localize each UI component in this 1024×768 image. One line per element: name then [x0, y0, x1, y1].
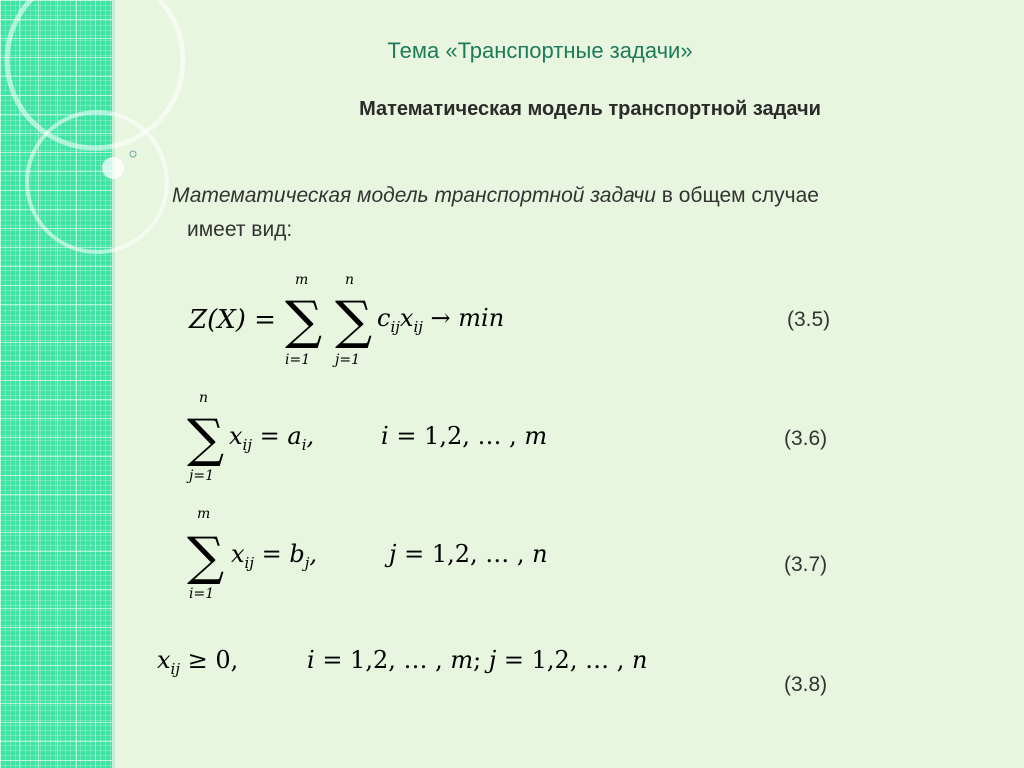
sum-upper-n: n [199, 390, 209, 406]
sum-upper-n: n [345, 272, 355, 288]
intro-rest: в общем случае [655, 184, 819, 207]
formula-objective [185, 268, 545, 373]
sum-symbol-i: ∑ [285, 291, 323, 351]
formula-objective-rhs: $c_{ij}x_{ij} \to \min$ [377, 304, 505, 336]
intro-emphasis: Математическая модель транспортной задачи [172, 184, 656, 207]
decorative-small-circle [130, 151, 136, 157]
formula-supply [185, 388, 548, 488]
sum-symbol-j: ∑ [335, 291, 373, 351]
formula-nonnegativity-expression: $x_{ij} \ge 0$, [157, 646, 239, 678]
equation-number: (3.5) [787, 308, 831, 331]
sum-lower-i: i=1 [189, 586, 215, 602]
formula-nonnegativity-range: i = 1,2, … , m; j = 1,2, … , n [307, 646, 648, 674]
formula-nonnegativity [155, 640, 648, 684]
sum-lower-j: j=1 [335, 352, 360, 368]
formula-demand-range: j = 1,2, … , n [389, 540, 548, 568]
formula-supply-range: i = 1,2, … , m [381, 422, 548, 450]
slide-topic-title: Тема «Транспортные задачи» [387, 38, 693, 63]
formula-supply-expression: $x_{ij} = a_i$, [229, 422, 315, 454]
equation-number: (3.8) [784, 673, 828, 696]
decorative-grid-sidebar [0, 0, 112, 768]
sum-upper-m: m [197, 506, 211, 522]
intro-text-line2: имеет вид: [187, 218, 293, 241]
sum-upper-m: m [295, 272, 309, 288]
equation-number: (3.7) [784, 553, 828, 576]
sum-lower-j: j=1 [189, 468, 214, 484]
formula-demand [185, 504, 555, 604]
slide-subtitle: Математическая модель транспортной задачи [359, 98, 821, 120]
sum-symbol: ∑ [187, 409, 225, 469]
formula-demand-expression: $x_{ij} = b_j$, [231, 540, 318, 572]
equation-number: (3.6) [784, 427, 828, 450]
sum-lower-i: i=1 [285, 352, 311, 368]
formula-objective-lhs: Z(X) = [189, 305, 276, 335]
intro-text [172, 184, 819, 208]
sidebar-divider [112, 0, 115, 768]
sum-symbol: ∑ [187, 527, 225, 587]
